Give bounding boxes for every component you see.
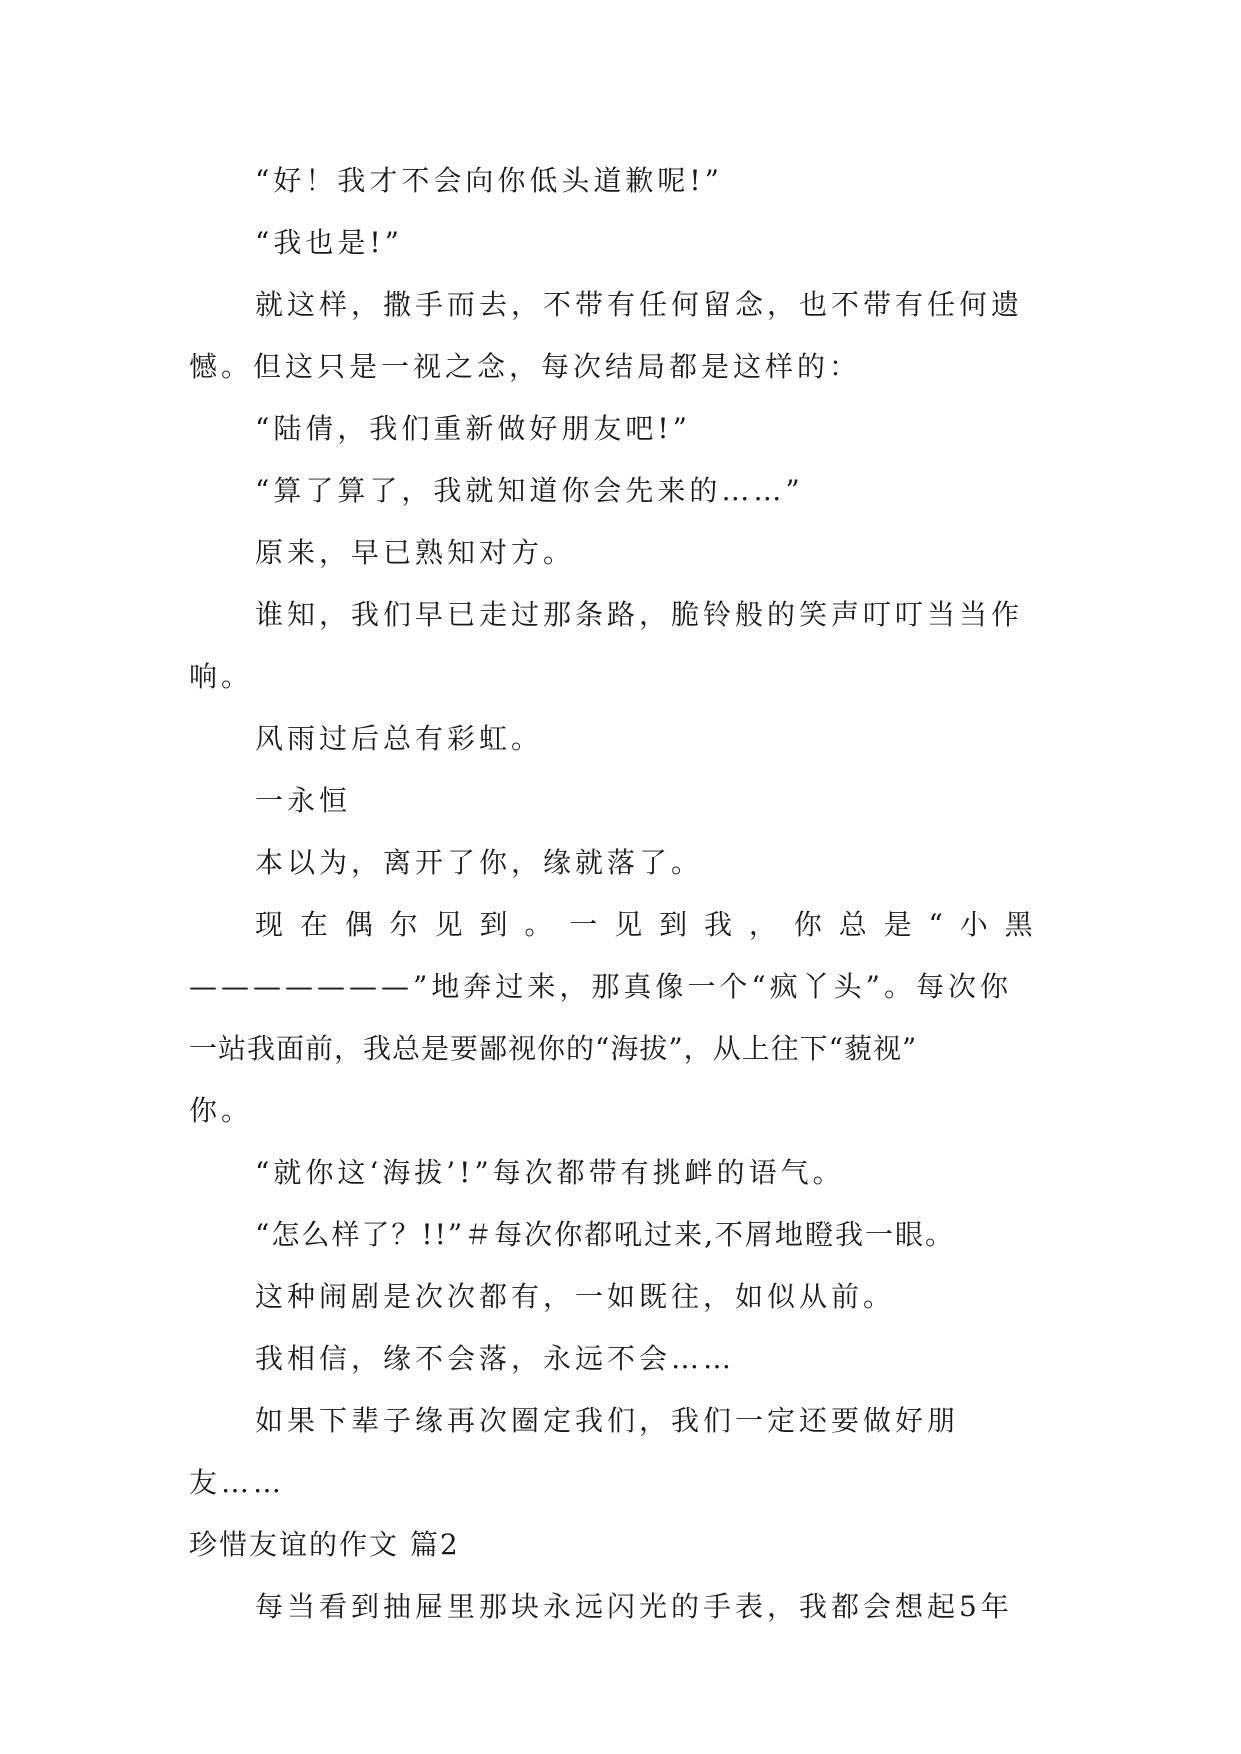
paragraph-line: 友…… xyxy=(189,1466,286,1499)
document-page xyxy=(189,150,1059,1638)
paragraph-line: “算了算了，我就知道你会先来的……” xyxy=(255,474,804,507)
paragraph-line: 一站我面前，我总是要鄙视你的“海拔”，从上往下“藐视” xyxy=(189,1032,918,1065)
paragraph-line: “陆倩，我们重新做好朋友吧!” xyxy=(255,412,691,445)
paragraph-line: 一永恒 xyxy=(255,784,352,817)
section-title: 珍惜友谊的作文 篇2 xyxy=(189,1528,460,1561)
paragraph-line: 这种闹剧是次次都有，一如既往，如似从前。 xyxy=(255,1280,896,1313)
paragraph-line: 就这样，撒手而去，不带有任何留念，也不带有任何遗 xyxy=(255,288,1024,321)
paragraph-line: “就你这‘海拔’!”每次都带有挑衅的语气。 xyxy=(255,1156,845,1189)
paragraph-line: 你。 xyxy=(189,1094,254,1127)
paragraph-line: “好！我才不会向你低头道歉呢!” xyxy=(255,164,723,197)
paragraph-line: 风雨过后总有彩虹。 xyxy=(255,722,544,755)
paragraph-line: 本以为，离开了你，缘就落了。 xyxy=(255,846,704,879)
paragraph-line: 响。 xyxy=(189,660,254,693)
paragraph-line: 每当看到抽屉里那块永远闪光的手表，我都会想起5年 xyxy=(255,1590,1013,1623)
paragraph-line: ———————”地奔过来，那真像一个“疯丫头”。每次你 xyxy=(189,970,1012,1003)
paragraph-line: “怎么样了？!!”＃每次你都吼过来,不屑地瞪我一眼。 xyxy=(255,1218,956,1251)
paragraph-line: 谁知，我们早已走过那条路，脆铃般的笑声叮叮当当作 xyxy=(255,598,1024,631)
paragraph-line: 憾。但这只是一视之念，每次结局都是这样的： xyxy=(189,350,862,383)
paragraph-line: 我相信，缘不会落，永远不会…… xyxy=(255,1342,736,1375)
paragraph-line: 原来，早已熟知对方。 xyxy=(255,536,576,569)
paragraph-line: “我也是!” xyxy=(255,226,403,259)
paragraph-line: 如果下辈子缘再次圈定我们，我们一定还要做好朋 xyxy=(255,1404,960,1437)
paragraph-line: 现 在 偶 尔 见 到 。 一 见 到 我 ， 你 总 是 “ 小 黑 xyxy=(255,908,1037,941)
